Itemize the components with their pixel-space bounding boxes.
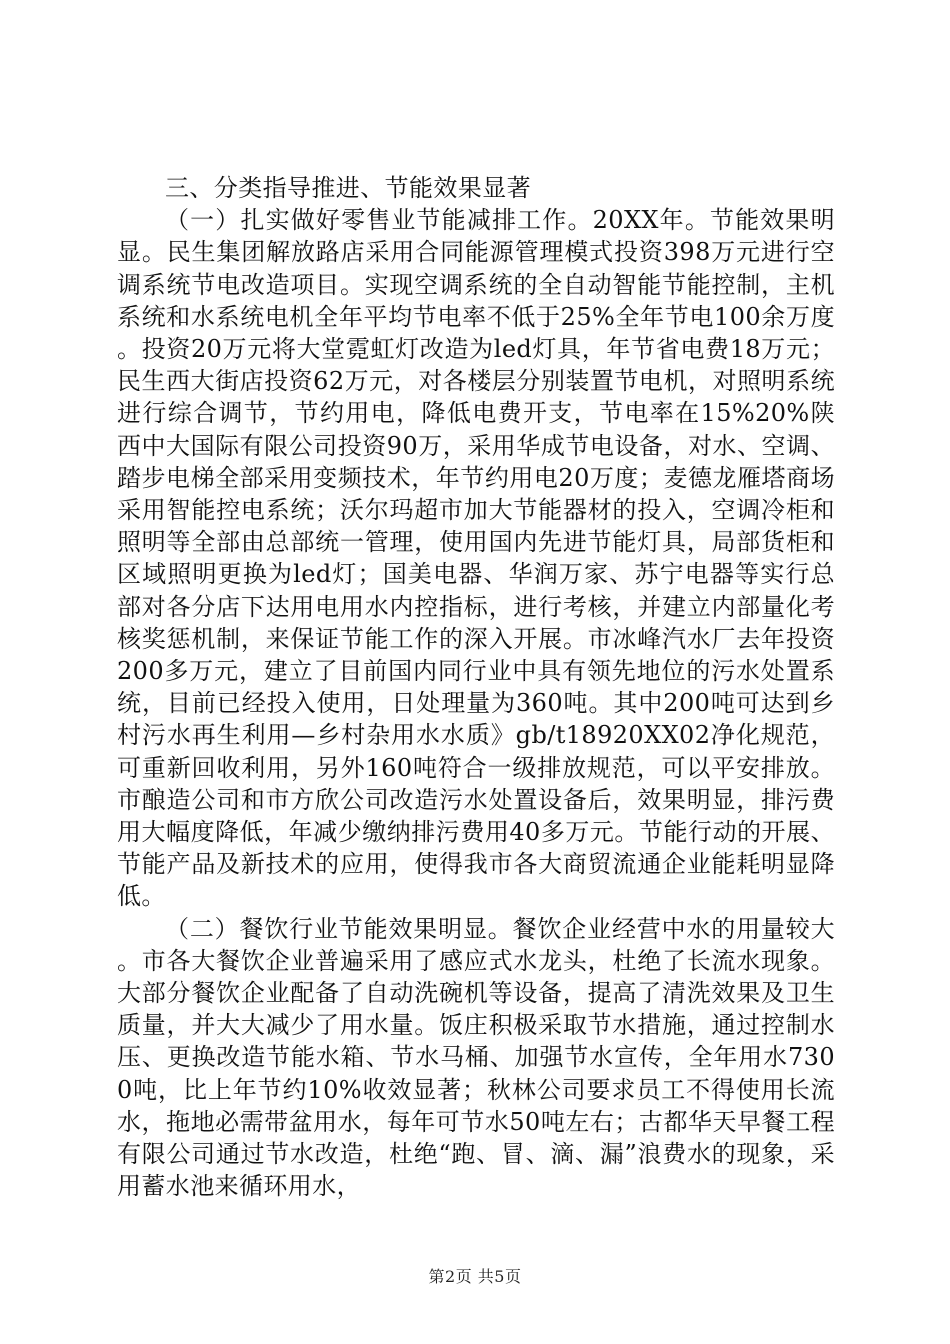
page-footer: 第2页 共5页 bbox=[428, 1267, 522, 1286]
paragraph-catering: （二）餐饮行业节能效果明显。餐饮企业经营中水的用量较大。市各大餐饮企业普遍采用了感应式水龙头，杜绝了长流水现象。大部分餐饮企业配备了自动洗碗机等设备，提高了清洗效果及卫生质量，并大大减少了用水量。饭庄积极采取节水措施，通过控制水压、更换改造节能水箱、节水马桶、加强节水宣传，全年用水7300吨，比上年节约10%收效显著；秋林公司要求员工不得使用长流水，拖地必需带盆用水，每年可节水50吨左右；古都华天早餐工程有限公司通过节水改造，杜绝“跑、冒、滴、漏”浪费水的现象，采用蓄水池来循环用水， bbox=[117, 914, 835, 1201]
section-heading: 三、分类指导推进、节能效果显著 bbox=[165, 174, 531, 202]
document-body bbox=[117, 172, 835, 1203]
paragraph-retail: （一）扎实做好零售业节能减排工作。20XX年。节能效果明显。民生集团解放路店采用合同能源管理模式投资398万元进行空调系统节电改造项目。实现空调系统的全自动智能节能控制，主机系统和水系统电机全年平均节电率不低于25%全年节电100余万度。投资20万元将大堂霓虹灯改造为led灯具，年节省电费18万元；民生西大街店投资62万元，对各楼层分别装置节电机，对照明系统进行综合调节，节约用电，降低电费开支，节电率在15%20%陕西中大国际有限公司投资90万，采用华成节电设备，对水、空调、踏步电梯全部采用变频技术，年节约用电20万度；麦德龙雁塔商场采用智能控电系统；沃尔玛超市加大节能器材的投入，空调冷柜和照明等全部由总部统一管理，使用国内先进节能灯具，局部货柜和区域照明更换为led灯；国美电器、华润万家、苏宁电器等实行总部对各分店下达用电用水内控指标，进行考核，并建立内部量化考核奖惩机制，来保证节能工作的深入开展。市冰峰汽水厂去年投资200多万元，建立了目前国内同行业中具有领先地位的污水处置系统，目前已经投入使用，日处理量为360吨。其中200吨可达到乡村污水再生利用—乡村杂用水水质》gb/t18920XX02净化规范，可重新回收利用，另外160吨符合一级排放规范，可以平安排放。市酿造公司和市方欣公司改造污水处置设备后，效果明显，排污费用大幅度降低，年减少缴纳排污费用40多万元。节能行动的开展、节能产品及新技术的应用，使得我市各大商贸流通企业能耗明显降低。 bbox=[117, 206, 835, 911]
